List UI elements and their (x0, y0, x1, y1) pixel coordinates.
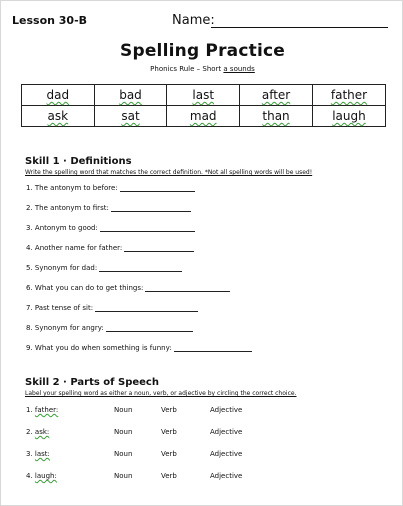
skill2-heading: Skill 2 · Parts of Speech (25, 377, 159, 388)
spelling-word: dad (46, 88, 70, 102)
question-text: 2. The antonym to first: (26, 204, 109, 212)
question-5 (26, 264, 182, 272)
word-cell (240, 106, 313, 127)
question-6 (26, 284, 230, 292)
word-cell (167, 85, 240, 106)
pos-word: last: (34, 450, 50, 458)
answer-line[interactable] (100, 230, 195, 232)
word-cell (312, 85, 385, 106)
subtitle-underlined: a sounds (223, 65, 255, 73)
pos-row-2 (26, 428, 326, 436)
words-row-1 (22, 85, 386, 106)
pos-word: laugh: (34, 472, 57, 480)
skill1-heading: Skill 1 · Definitions (25, 156, 132, 167)
pos-row-3 (26, 450, 326, 458)
question-1 (26, 184, 195, 192)
word-cell (94, 106, 167, 127)
answer-line[interactable] (124, 250, 194, 252)
word-cell (240, 85, 313, 106)
answer-line[interactable] (106, 330, 193, 332)
pos-row-1 (26, 406, 326, 414)
adjective-choice[interactable]: Adjective (210, 406, 243, 414)
noun-choice[interactable]: Noun (114, 472, 133, 480)
question-text: 7. Past tense of sit: (26, 304, 94, 312)
spelling-word: sat (121, 109, 140, 123)
page-title: Spelling Practice (120, 41, 285, 61)
verb-choice[interactable]: Verb (161, 428, 177, 436)
row-number: 1. (26, 406, 33, 414)
answer-line[interactable] (111, 210, 191, 212)
question-text: 4. Another name for father: (26, 244, 123, 252)
answer-line[interactable] (145, 290, 230, 292)
adjective-choice[interactable]: Adjective (210, 450, 243, 458)
skill1-instruction: Write the spelling word that matches the correct definition. *Not all spelling words will be used! (25, 169, 313, 176)
spelling-word: ask (47, 109, 69, 123)
question-text: 8. Synonym for angry: (26, 324, 104, 332)
word-cell (167, 106, 240, 127)
word-cell (94, 85, 167, 106)
spelling-word: bad (119, 88, 142, 102)
question-7 (26, 304, 198, 312)
answer-line[interactable] (120, 190, 195, 192)
question-text: 5. Synonym for dad: (26, 264, 98, 272)
spelling-word: than (262, 109, 290, 123)
answer-line[interactable] (95, 310, 198, 312)
answer-line[interactable] (99, 270, 182, 272)
verb-choice[interactable]: Verb (161, 472, 177, 480)
noun-choice[interactable]: Noun (114, 406, 133, 414)
row-number: 2. (26, 428, 33, 436)
lesson-label: Lesson 30-B (12, 14, 88, 27)
question-text: 1. The antonym to before: (26, 184, 118, 192)
spelling-word: mad (189, 109, 217, 123)
answer-line[interactable] (174, 350, 252, 352)
adjective-choice[interactable]: Adjective (210, 472, 243, 480)
question-4 (26, 244, 194, 252)
subtitle-prefix: Phonics Rule – Short (150, 65, 224, 73)
word-cell (312, 106, 385, 127)
question-text: 3. Antonym to good: (26, 224, 98, 232)
noun-choice[interactable]: Noun (114, 450, 133, 458)
question-2 (26, 204, 191, 212)
spelling-word: after (261, 88, 291, 102)
row-number: 3. (26, 450, 33, 458)
verb-choice[interactable]: Verb (161, 450, 177, 458)
spelling-word: father (330, 88, 368, 102)
spelling-word: laugh (332, 109, 366, 123)
name-blank-line[interactable] (211, 27, 388, 28)
noun-choice[interactable]: Noun (114, 428, 133, 436)
question-text: 9. What you do when something is funny: (26, 344, 172, 352)
spelling-word: last (192, 88, 215, 102)
question-text: 6. What you can do to get things: (26, 284, 144, 292)
question-8 (26, 324, 193, 332)
verb-choice[interactable]: Verb (161, 406, 177, 414)
spelling-words-table (21, 84, 386, 127)
word-cell (22, 106, 95, 127)
question-9 (26, 344, 252, 352)
pos-row-4 (26, 472, 326, 480)
pos-word: father: (34, 406, 59, 414)
name-label: Name: (172, 13, 215, 28)
adjective-choice[interactable]: Adjective (210, 428, 243, 436)
phonics-rule-subtitle (1, 65, 403, 73)
words-row-2 (22, 106, 386, 127)
question-3 (26, 224, 195, 232)
word-cell (22, 85, 95, 106)
row-number: 4. (26, 472, 33, 480)
pos-word: ask: (34, 428, 50, 436)
skill2-instruction: Label your spelling word as either a noun, verb, or adjective by circling the correct choice. (25, 390, 297, 397)
